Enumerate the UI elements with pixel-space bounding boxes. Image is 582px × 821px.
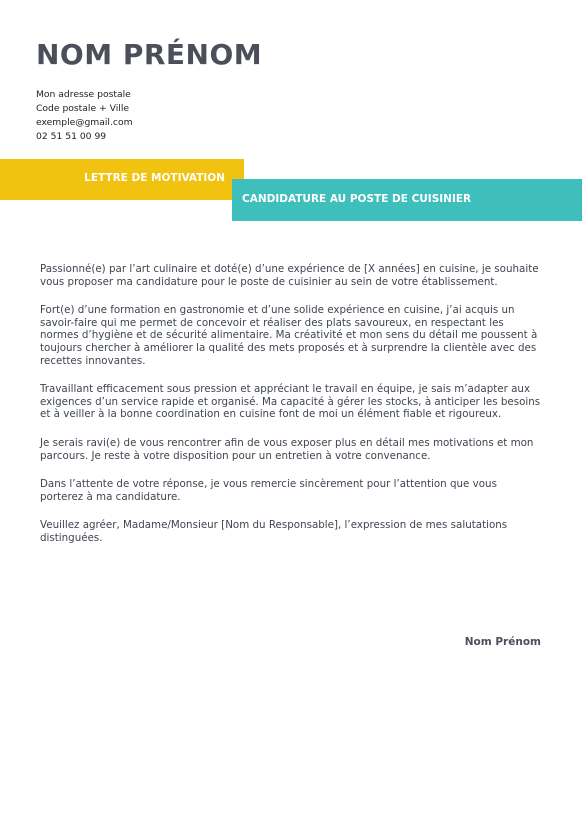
postal-city-line: Code postale + Ville [36,103,130,114]
paragraph-thanks: Dans l’attente de votre réponse, je vous remercie sincèrement pour l’attention que vous porterez à ma candidature. [40,478,497,503]
paragraph-skills: Fort(e) d’une formation en gastronomie et d’une solide expérience en cuisine, j’ai acquis un savoir-faire qui me permet de concevoir et réaliser des plats savoureux, en respectant les normes d’hygiène et de sécurité alimentaire. Ma créativité et mon sens du détail me poussent à toujours chercher à améliorer la qualité des mets proposés et à surprendre la clientèle avec des recettes innovantes. [40,304,538,367]
applicant-name: NOM PRÉNOM [36,38,263,71]
signature: Nom Prénom [464,636,541,648]
paragraph-intro: Passionné(e) par l’art culinaire et doté(e) d’une expérience de [X années] en cuisine, je souhaite vous proposer ma candidature pour le poste de cuisinier au sein de votre établissement. [40,263,539,288]
letter-type-label: LETTRE DE MOTIVATION [84,172,225,184]
email-line: exemple@gmail.com [36,117,133,128]
paragraph-closing: Veuillez agréer, Madame/Monsieur [Nom du Responsable], l’expression de mes salutations distinguées. [40,519,508,544]
letter-type-band [0,159,244,200]
contact-block [36,88,133,144]
phone-line: 02 51 51 00 99 [36,131,107,142]
paragraph-teamwork: Travaillant efficacement sous pression et appréciant le travail en équipe, je sais m’adapter aux exigences d’un service rapide et organisé. Ma capacité à gérer les stocks, à anticiper les besoins et à veiller à la bonne coordination en cuisine font de moi un élément fiable et rigoureux. [40,383,541,421]
paragraph-meeting: Je serais ravi(e) de vous rencontrer afin de vous exposer plus en détail mes motivations et mon parcours. Je reste à votre disposition pour un entretien à votre convenance. [40,436,534,462]
position-label: CANDIDATURE AU POSTE DE CUISINIER [242,193,472,205]
address-line: Mon adresse postale [36,89,131,100]
letter-body [40,263,542,561]
position-band [232,179,582,221]
